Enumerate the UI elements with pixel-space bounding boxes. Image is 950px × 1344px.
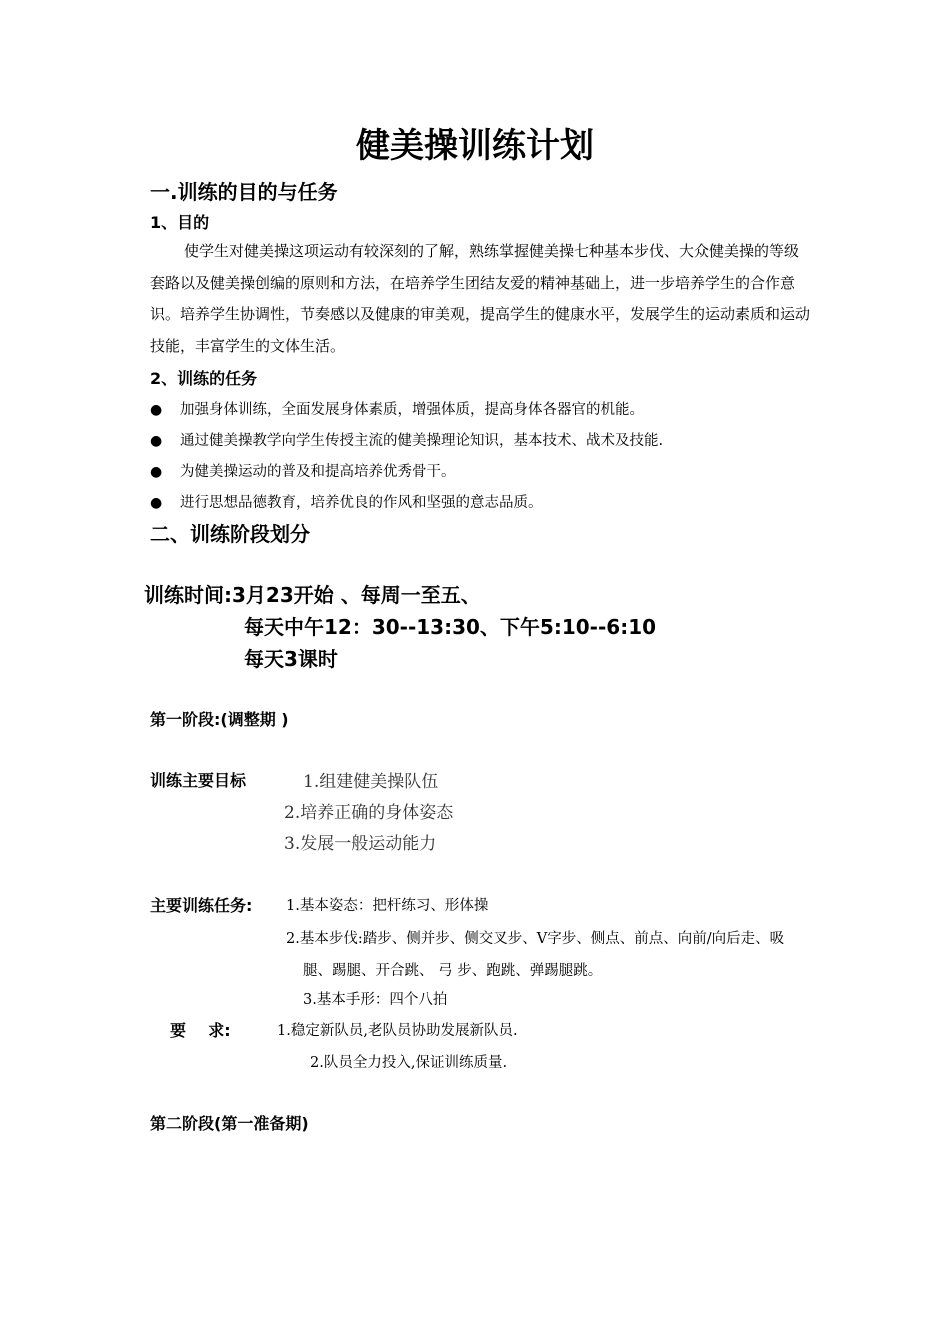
training-task-item: 3.基本手形：四个八拍 [303,992,448,1008]
goal-item: 2.培养正确的身体姿态 [284,803,454,823]
tasks-heading: 2、训练的任务 [150,369,258,388]
training-task-item: 腿、踢腿、开合跳、 弓 步、跑跳、弹踢腿跳。 [303,963,603,979]
training-task-item: 1.基本姿态：把杆练习、形体操 [286,898,489,914]
requirement-item: 2.队员全力投入,保证训练质量. [310,1055,508,1071]
goals-label: 训练主要目标 [150,771,247,790]
schedule-line-2: 每天中午12：30--13:30、下午5:10--6:10 [244,615,657,639]
task-bullet-item [150,398,644,419]
bullet-icon: ● [150,464,163,480]
task-text: 为健美操运动的普及和提高培养优秀骨干。 [180,464,456,480]
bullet-icon: ● [150,402,163,418]
goal-item: 3.发展一般运动能力 [284,834,437,854]
task-bullet-item [150,491,543,512]
schedule-line-1: 训练时间:3月23开始 、每周一至五、 [144,583,481,607]
bullet-icon: ● [150,495,163,511]
task-bullet-item [150,429,663,450]
purpose-paragraph: 使学生对健美操这项运动有较深刻的了解，熟练掌握健美操七种基本步伐、大众健美操的等级套路以及健美操创编的原则和方法，在培养学生团结友爱的精神基础上，进一步培养学生的合作意识。培养学生协调性，节奏感以及健康的审美观，提高学生的健康水平，发展学生的运动素质和运动技能，丰富学生的文体生活。 [150,242,811,355]
task-text: 加强身体训练，全面发展身体素质，增强体质，提高身体各器官的机能。 [180,402,644,418]
purpose-heading: 1、目的 [150,213,210,232]
document-title: 健美操训练计划 [356,126,594,166]
phase1-heading: 第一阶段:(调整期 ) [150,710,289,729]
section2-heading: 二、训练阶段划分 [150,522,310,546]
task-text: 进行思想品德教育，培养优良的作风和坚强的意志品质。 [180,495,543,511]
training-tasks-label: 主要训练任务: [150,896,253,915]
goal-item: 1.组建健美操队伍 [303,772,439,792]
task-bullet-item [150,460,456,481]
section1-heading: 一.训练的目的与任务 [150,180,338,204]
bullet-icon: ● [150,433,163,449]
requirement-item: 1.稳定新队员,老队员协助发展新队员. [277,1023,518,1039]
task-text: 通过健美操教学向学生传授主流的健美操理论知识，基本技术、战术及技能. [180,433,664,449]
schedule-line-3: 每天3课时 [244,647,338,671]
phase2-heading: 第二阶段(第一准备期) [150,1114,309,1133]
training-task-item: 2.基本步伐:踏步、侧并步、侧交叉步、V字步、侧点、前点、向前/向后走、吸 [286,931,785,947]
requirements-label: 要 求: [170,1021,231,1040]
